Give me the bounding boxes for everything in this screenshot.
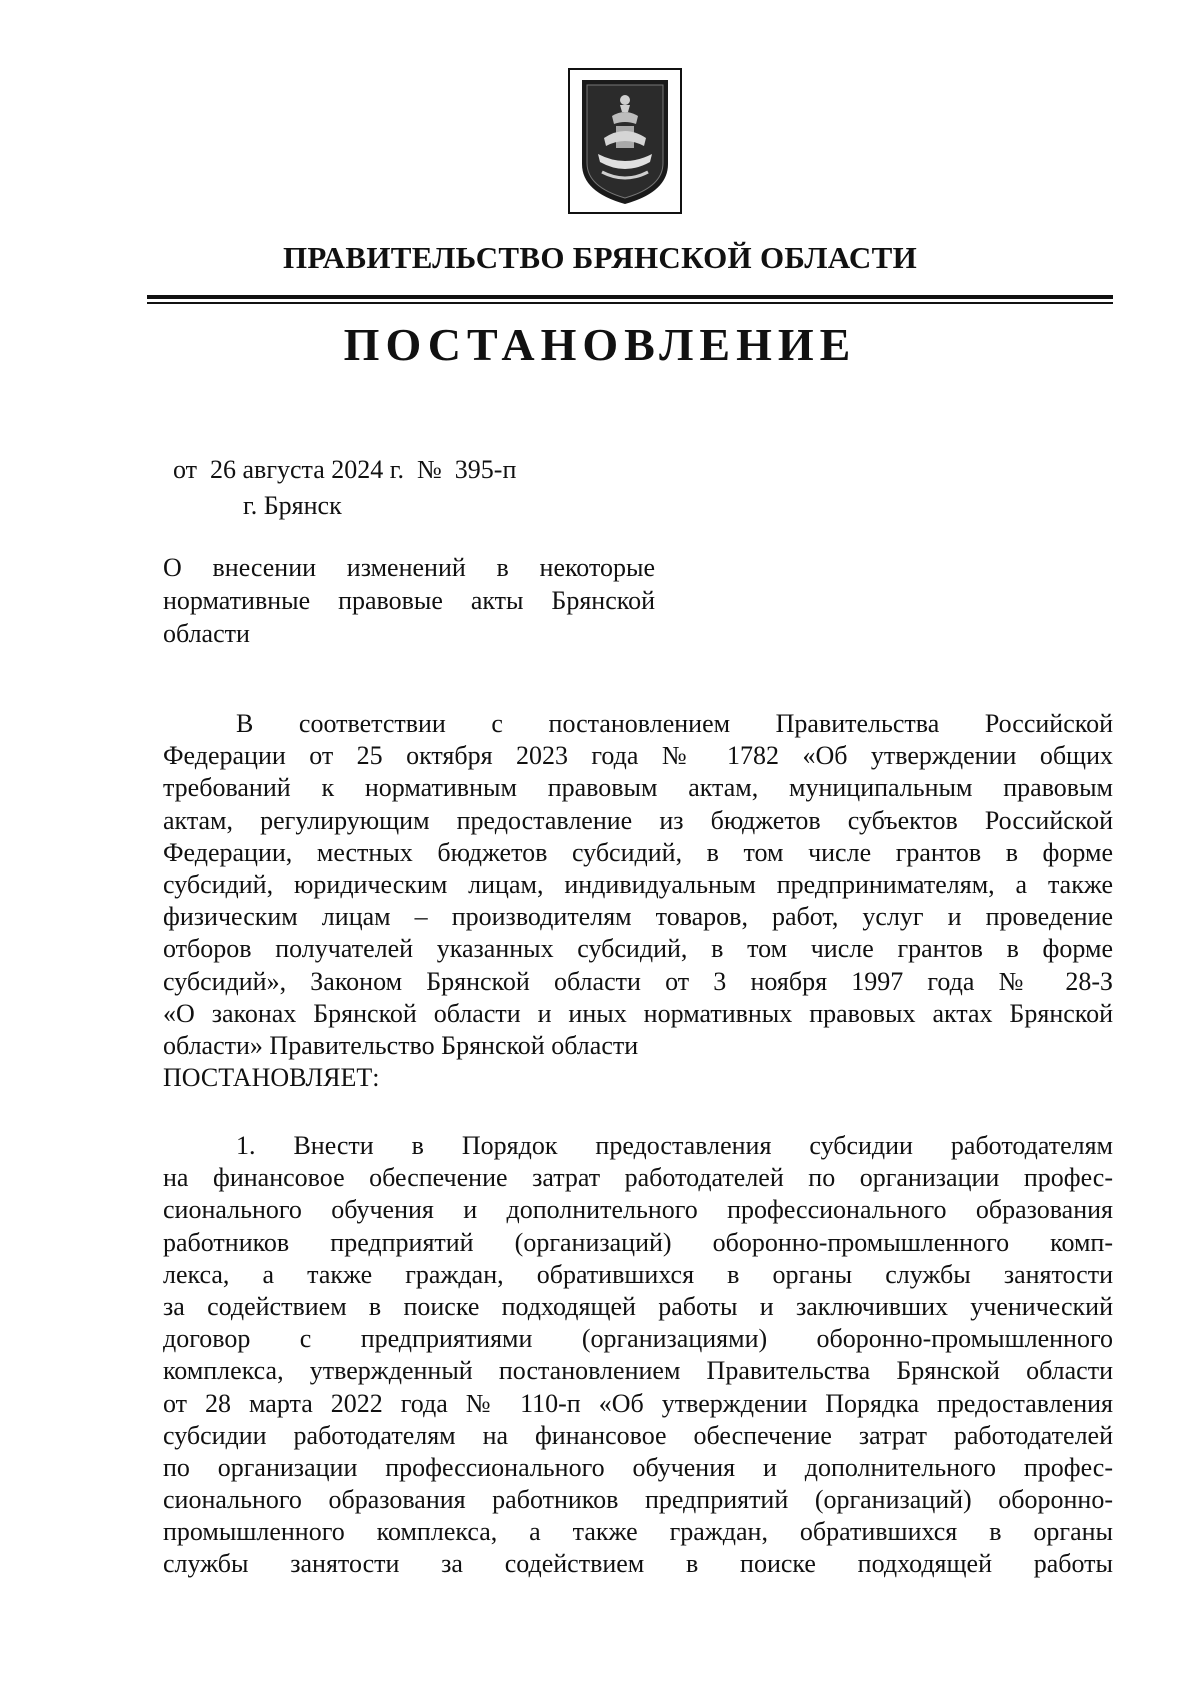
text-line: работников предприятий (организаций) оборонно-промышленного комп-	[163, 1227, 1113, 1257]
text-line: ПОСТАНОВЛЯЕТ:	[163, 1063, 380, 1092]
text-line: промышленного комплекса, а также граждан, обратившихся в органы	[163, 1517, 1113, 1547]
text-line: службы занятости за содействием в поиске подходящей работы	[163, 1549, 1113, 1579]
resolve-word	[163, 1062, 1113, 1094]
subject-line: области	[163, 619, 250, 648]
government-title: ПРАВИТЕЛЬСТВО БРЯНСКОЙ ОБЛАСТИ	[282, 240, 918, 275]
text-line: В соответствии с постановлением Правительства Российской	[236, 709, 1113, 738]
text-line: сионального образования работников предприятий (организаций) оборонно-	[163, 1485, 1113, 1515]
text-line: за содействием в поиске подходящей работы и заключивших ученический	[163, 1291, 1113, 1321]
text-line: области» Правительство Брянской области	[163, 1030, 639, 1060]
subject-line: О внесении изменений в некоторые	[163, 553, 655, 582]
text-line: физическим лицам – производителям товаров, работ, услуг и проведение	[163, 902, 1113, 932]
document-date-number: от 26 августа 2024 г. № 395-п	[173, 455, 517, 484]
text-line: субсидии работодателям на финансовое обеспечение затрат работодателей	[163, 1420, 1113, 1450]
text-line: комплекса, утвержденный постановлением Правительства Брянской области	[163, 1356, 1113, 1386]
text-line: требований к нормативным правовым актам, муниципальным правовым	[163, 773, 1113, 803]
text-line: Федерации от 25 октября 2023 года № 1782 «Об утверждении общих	[163, 741, 1113, 771]
text-line: на финансовое обеспечение затрат работодателей по организации профес-	[163, 1163, 1113, 1193]
text-line: договор с предприятиями (организациями) оборонно-промышленного	[163, 1324, 1113, 1354]
header-divider-thick	[147, 295, 1113, 299]
text-line: лекса, а также граждан, обратившихся в органы службы занятости	[163, 1259, 1113, 1289]
text-line: Федерации, местных бюджетов субсидий, в том числе грантов в форме	[163, 837, 1113, 867]
document-type: ПОСТАНОВЛЕНИЕ	[343, 319, 857, 370]
header-divider-thin	[147, 302, 1113, 304]
document-city: г. Брянск	[243, 491, 342, 520]
text-line: по организации профессионального обучения и дополнительного профес-	[163, 1452, 1113, 1482]
text-line: от 28 марта 2022 года № 110-п «Об утверждении Порядка предоставления	[163, 1388, 1113, 1418]
text-line: субсидий», Законом Брянской области от 3 ноября 1997 года № 28-З	[163, 966, 1113, 996]
text-line: актам, регулирующим предоставление из бюджетов субъектов Российской	[163, 805, 1113, 835]
document-subject	[163, 551, 655, 650]
text-line: субсидий, юридическим лицам, индивидуальным предпринимателям, а также	[163, 869, 1113, 899]
text-line: сионального обучения и дополнительного профессионального образования	[163, 1195, 1113, 1225]
text-line: 1. Внести в Порядок предоставления субсидии работодателям	[236, 1131, 1113, 1160]
coat-of-arms-icon	[568, 68, 682, 214]
text-line: «О законах Брянской области и иных нормативных правовых актах Брянской	[163, 998, 1113, 1028]
preamble-paragraph	[163, 708, 1113, 1062]
subject-line: нормативные правовые акты Брянской	[163, 586, 655, 615]
item-1-paragraph	[163, 1130, 1113, 1581]
text-line: отборов получателей указанных субсидий, в том числе грантов в форме	[163, 934, 1113, 964]
